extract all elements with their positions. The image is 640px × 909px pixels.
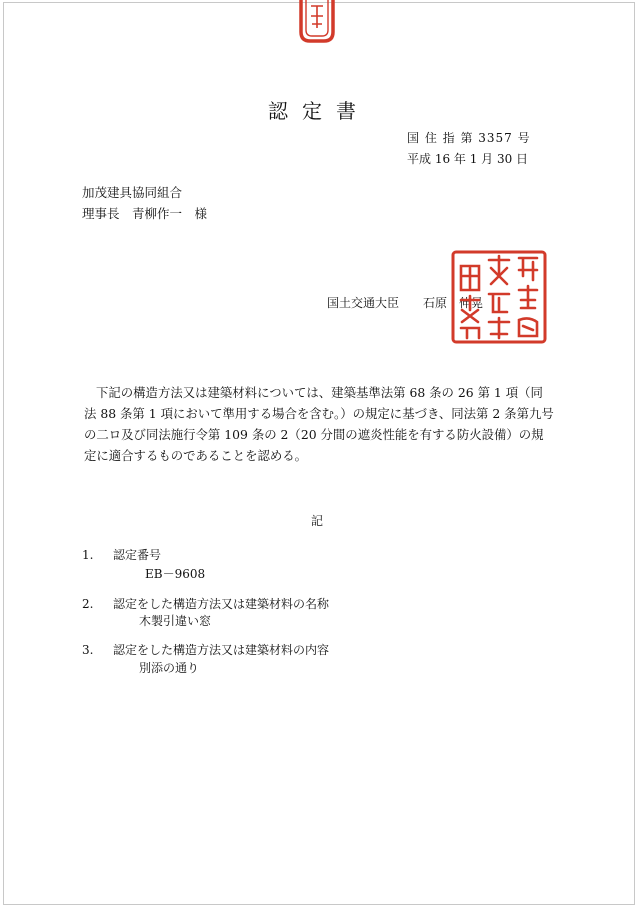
item-1-value: EB－9608 [145,567,206,581]
addressee-person: 理事長 青柳作一 様 [82,206,208,221]
document-number: 国 住 指 第 3357 号 [407,131,531,145]
item-2-label: 認定をした構造方法又は建築材料の名称 [113,597,330,611]
official-seal-stamp [449,246,549,346]
item-3-label: 認定をした構造方法又は建築材料の内容 [113,643,330,657]
item-1-label: 認定番号 [113,548,162,562]
partial-seal-stamp [297,0,337,44]
item-2-number: 2. [82,597,94,611]
item-2-value: 木製引違い窓 [139,614,212,628]
item-3-value: 別添の通り [139,661,200,675]
item-1-number: 1. [82,548,94,562]
ki-heading: 記 [311,514,324,528]
issue-date: 平成 16 年 1 月 30 日 [407,152,529,166]
addressee-organization: 加茂建具協同組合 [82,185,183,200]
document-title: 認定書 [268,99,370,123]
item-3-number: 3. [82,643,94,657]
certificate-body-text: 下記の構造方法又は建築材料については、建築基準法第 68 条の 26 第 1 項（同法 88 条第 1 項において準用する場合を含む。）の規定に基づき、同法第 2 条第九号の二ロ及び同法施行令第 109 条の 2（20 分間の遮炎性能を有する防火設備）の規定に適合するものであることを認める。 [84,385,554,463]
issuer-name: 国土交通大臣 石原 伸晃 [327,296,484,310]
